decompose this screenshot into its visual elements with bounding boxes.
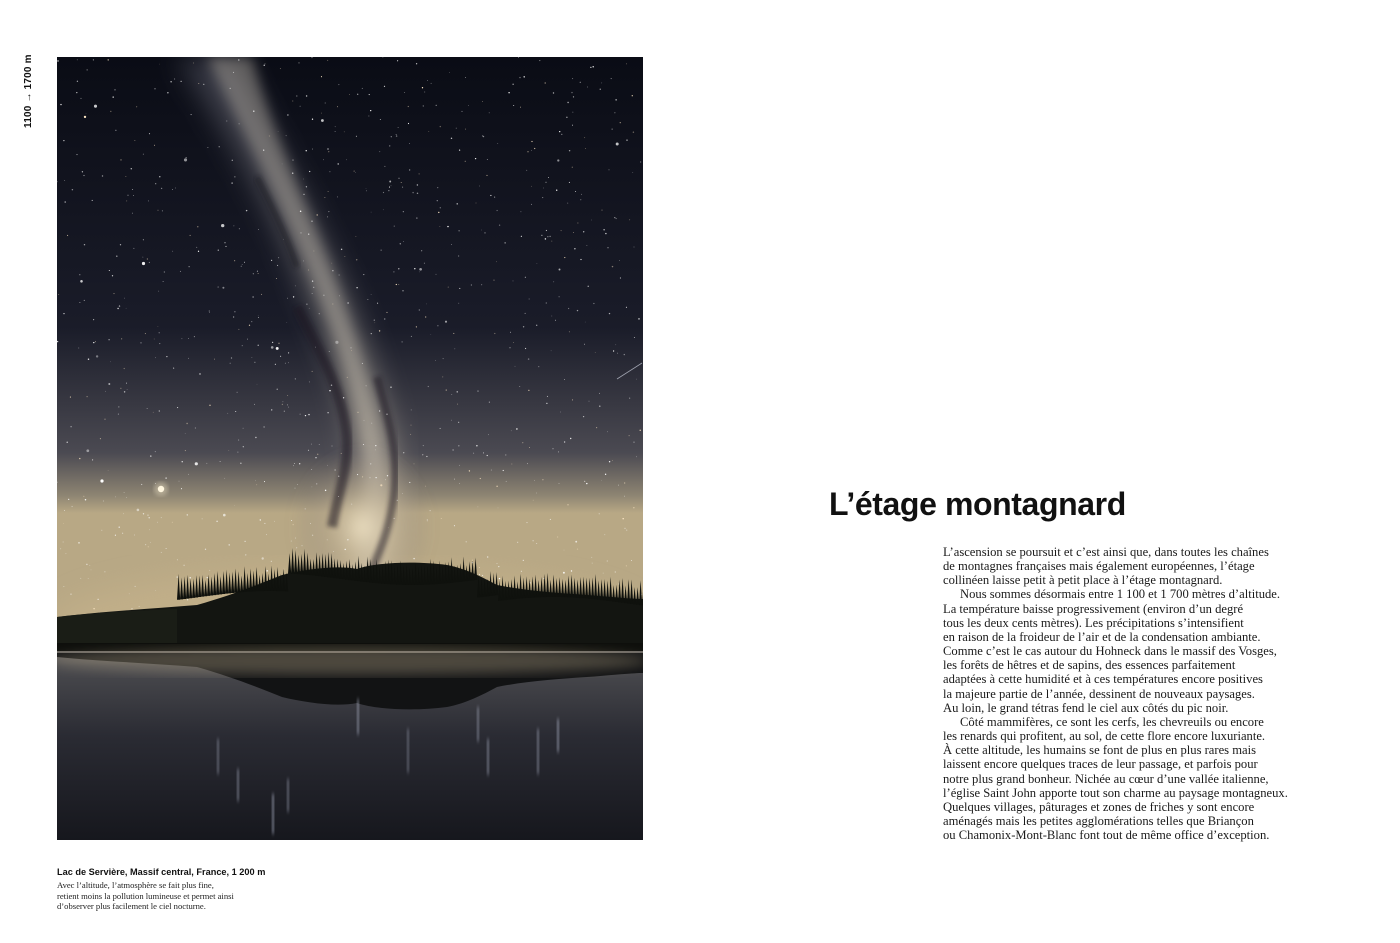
caption-title: Lac de Servière, Massif central, France, 1 200 m xyxy=(57,867,266,877)
body-line: adaptées à cette humidité et à ces températures encore positives xyxy=(943,672,1263,687)
body-line: À cette altitude, les humains se font de plus en plus rares mais xyxy=(943,743,1257,758)
body-line: de montagnes françaises mais également européennes, l’étage xyxy=(943,559,1255,574)
body-line: en raison de la froideur de l’air et de la condensation ambiante. xyxy=(943,629,1261,644)
body-line: aménagés mais les petites agglomérations telles que Briançon xyxy=(943,813,1254,828)
body-line: la majeure partie de l’année, dessinent de nouveaux paysages. xyxy=(943,686,1255,701)
caption-line: retient moins la pollution lumineuse et permet ainsi xyxy=(57,890,234,901)
caption-line: Avec l’altitude, l’atmosphère se fait plus fine, xyxy=(57,880,214,890)
night-sky-photo xyxy=(57,57,643,840)
body-line: l’église Saint John apporte tout son charme au paysage montagneux. xyxy=(943,785,1288,800)
body-line: La température baisse progressivement (environ d’un degré xyxy=(943,601,1244,616)
body-line: Quelques villages, pâturages et zones de friches y sont encore xyxy=(943,799,1255,814)
body-line: Côté mammifères, ce sont les cerfs, les chevreuils ou encore xyxy=(960,714,1264,729)
photo-caption xyxy=(57,866,317,912)
body-line: les forêts de hêtres et de sapins, des essences parfaitement xyxy=(943,658,1236,673)
body-line: les renards qui profitent, au sol, de cette flore encore luxuriante. xyxy=(943,729,1266,744)
body-line: L’ascension se poursuit et c’est ainsi que, dans toutes les chaînes xyxy=(943,545,1269,559)
milky-way-lake-image xyxy=(57,57,643,840)
body-line: Nous sommes désormais entre 1 100 et 1 700 mètres d’altitude. xyxy=(960,587,1281,602)
body-line: laissent encore quelques traces de leur passage, et parfois pour xyxy=(943,757,1258,772)
body-line: collinéen laisse petit à petit place à l’étage montagnard. xyxy=(943,573,1223,588)
altitude-marker: 1100 → 1700 m xyxy=(23,54,34,128)
section-title: L’étage montagnard xyxy=(829,486,1126,522)
body-line: notre plus grand bonheur. Nichée au cœur d’une vallée italienne, xyxy=(943,771,1269,786)
body-line: Au loin, le grand tétras fend le ciel aux côtés du pic noir. xyxy=(943,700,1229,715)
article-body xyxy=(943,545,1343,842)
body-line: Comme c’est le cas autour du Hohneck dans le massif des Vosges, xyxy=(943,644,1277,659)
body-line: ou Chamonix-Mont-Blanc font tout de même office d’exception. xyxy=(943,828,1270,843)
body-line: tous les deux cents mètres). Les précipitations s’intensifient xyxy=(943,615,1244,630)
caption-line: d’observer plus facilement le ciel nocturne. xyxy=(57,901,206,911)
